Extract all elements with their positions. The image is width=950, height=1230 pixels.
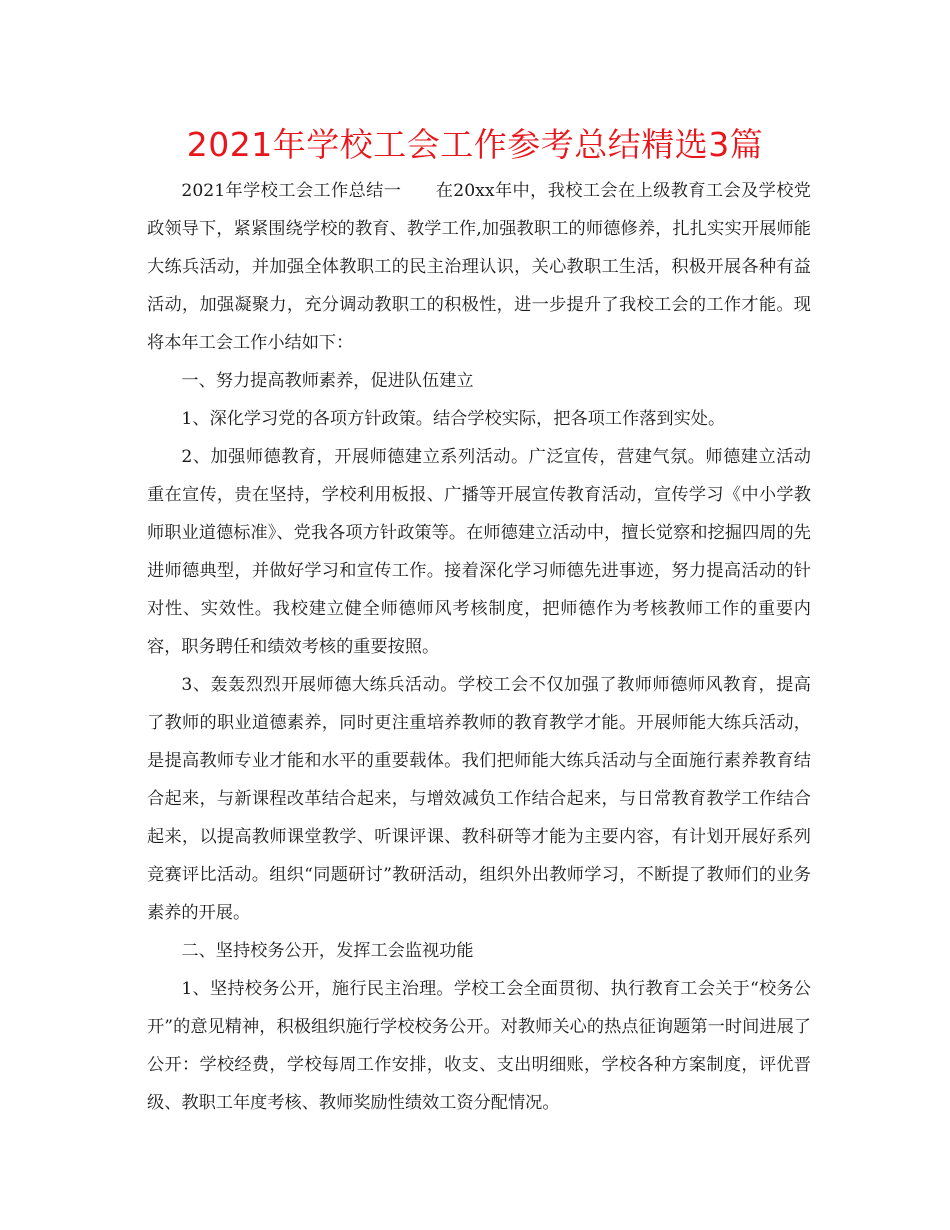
intro-text: 在20xx年中，我校工会在上级教育工会及学校党政领导下，紧紧围绕学校的教育、教学工作,加强教职工的师德修养，扎扎实实开展师能大练兵活动，并加强全体教职工的民主治理认识，关心教职工生活，积极开展各种有益活动，加强凝聚力，充分调动教职工的积极性，进一步提升了我校工会的工作才能。现将本年工会工作小结如下： <box>147 181 811 353</box>
paragraph-2-1: 1、坚持校务公开，施行民主治理。学校工会全面贯彻、执行教育工会关于“校务公开”的意见精神，积极组织施行学校校务公开。对教师关心的热点征询题第一时间进展了公开：学校经费，学校每周工作安排，收支、支出明细账，学校各种方案制度，评优晋级、教职工年度考核、教师奖励性绩效工资分配情况。 <box>147 979 811 1113</box>
intro-heading: 2021年学校工会工作总结一 <box>181 181 402 201</box>
document-body <box>147 172 811 1122</box>
paragraph-1-3: 3、轰轰烈烈开展师德大练兵活动。学校工会不仅加强了教师师德师风教育，提高了教师的职业道德素养，同时更注重培养教师的教育教学才能。开展师能大练兵活动，是提高教师专业才能和水平的重要载体。我们把师能大练兵活动与全面施行素养教育结合起来，与新课程改革结合起来，与增效减负工作结合起来，与日常教育教学工作结合起来，以提高教师课堂教学、听课评课、教科研等才能为主要内容，有计划开展好系列竞赛评比活动。组织“同题研讨”教研活动，组织外出教师学习，不断提了教师们的业务素养的开展。 <box>147 675 811 923</box>
section-heading-2: 二、坚持校务公开，发挥工会监视功能 <box>181 941 474 961</box>
section-heading-1: 一、努力提高教师素养，促进队伍建立 <box>181 371 474 391</box>
document-title: 2021年学校工会工作参考总结精选3篇 <box>186 125 764 164</box>
intro-paragraph <box>147 172 811 362</box>
paragraph-1-1: 1、深化学习党的各项方针政策。结合学校实际，把各项工作落到实处。 <box>181 409 726 429</box>
paragraph-1-2: 2、加强师德教育，开展师德建立系列活动。广泛宣传，营建气氛。师德建立活动重在宣传，贵在坚持，学校利用板报、广播等开展宣传教育活动，宣传学习《中小学教师职业道德标准》、党我各项方针政策等。在师德建立活动中，擅长觉察和挖掘四周的先进师德典型，并做好学习和宣传工作。接着深化学习师德先进事迹，努力提高活动的针对性、实效性。我校建立健全师德师风考核制度，把师德作为考核教师工作的重要内容，职务聘任和绩效考核的重要按照。 <box>147 447 811 657</box>
